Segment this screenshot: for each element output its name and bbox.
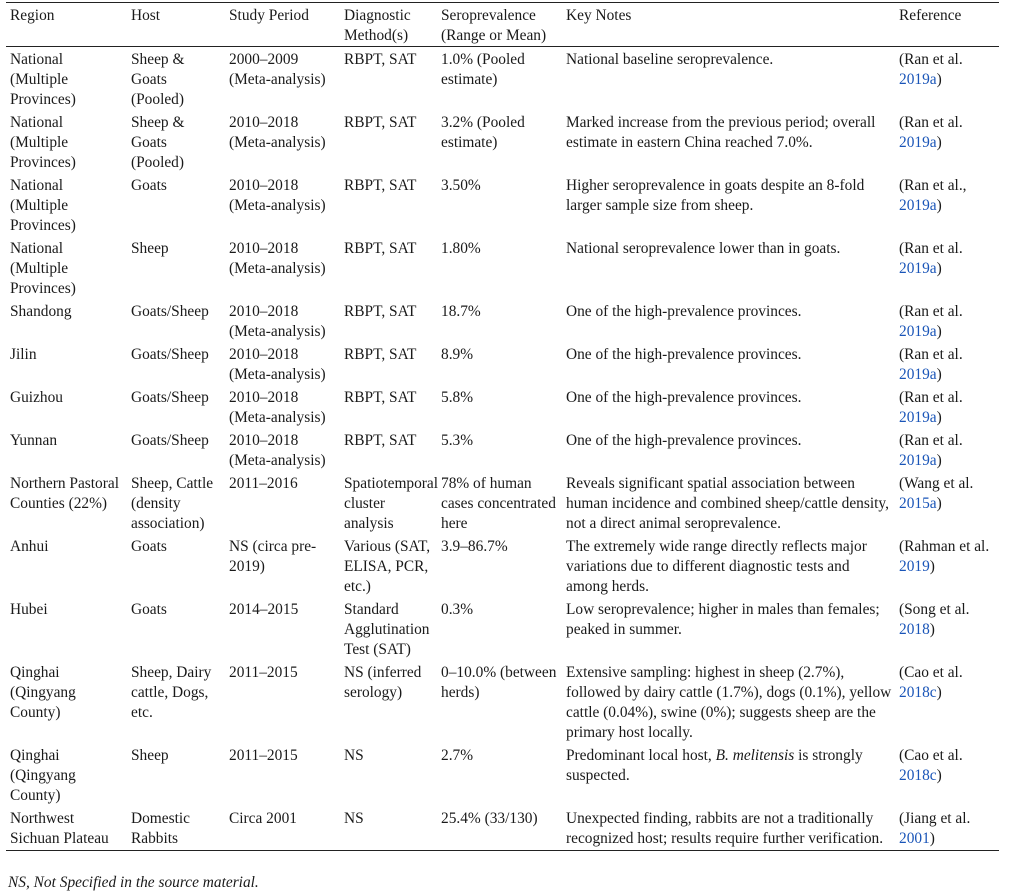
cell-reference [895,471,999,534]
cell-region: Northwest Sichuan Plateau [10,810,109,847]
key-notes-text: Predominant local host, [566,747,716,764]
table-row [6,597,999,660]
table-row [6,342,999,385]
cell-seroprevalence: 0–10.0% (between herds) [441,664,557,701]
cell-region: Northern Pastoral Counties (22%) [10,475,119,512]
reference-close-paren: ) [936,197,942,214]
cell-host: Goats/Sheep [131,303,209,320]
reference-year-link[interactable]: 2019a [899,323,937,340]
reference-authors: (Ran et al. [899,303,963,320]
cell-seroprevalence: 1.0% (Pooled estimate) [441,51,525,88]
cell-reference [895,597,999,660]
cell-key-notes: Low seroprevalence; higher in males than females; peaked in summer. [566,601,880,638]
table-row [6,299,999,342]
table-row [6,743,999,806]
cell-region: Jilin [10,346,37,363]
reference-authors: (Ran et al. [899,389,963,406]
cell-host: Goats/Sheep [131,389,209,406]
reference-year-link[interactable]: 2019a [899,452,937,469]
cell-reference [895,743,999,806]
cell-key-notes [562,743,895,806]
cell-reference [895,806,999,851]
header-study-period: Study Period [229,7,309,24]
cell-diagnostic-method: RBPT, SAT [344,346,417,363]
reference-close-paren: ) [936,366,942,383]
cell-study-period: 2011–2016 [229,475,298,492]
table-row [6,534,999,597]
reference-authors: (Cao et al. [899,747,963,764]
cell-seroprevalence: 18.7% [441,303,481,320]
cell-reference [895,428,999,471]
cell-reference [895,385,999,428]
cell-key-notes: The extremely wide range directly reflects major variations due to different diagnostic tests and among herds. [566,538,867,595]
cell-study-period: Circa 2001 [229,810,297,827]
cell-reference [895,299,999,342]
cell-reference [895,660,999,743]
cell-seroprevalence: 3.2% (Pooled estimate) [441,114,525,151]
cell-key-notes: Unexpected finding, rabbits are not a traditionally recognized host; results require further verification. [566,810,884,847]
cell-key-notes: One of the high-prevalence provinces. [566,432,802,449]
reference-authors: (Ran et al. [899,114,963,131]
cell-seroprevalence: 5.3% [441,432,474,449]
cell-diagnostic-method: RBPT, SAT [344,303,417,320]
table-body [6,47,999,851]
cell-host: Goats [131,177,167,194]
table-row [6,428,999,471]
reference-close-paren: ) [936,767,942,784]
cell-study-period: 2010–2018 (Meta-analysis) [229,432,326,469]
reference-authors: (Cao et al. [899,664,963,681]
cell-study-period: 2011–2015 [229,747,298,764]
cell-diagnostic-method: Standard Agglutination Test (SAT) [344,601,430,658]
cell-reference [895,47,999,111]
reference-year-link[interactable]: 2018 [899,621,930,638]
table-row [6,471,999,534]
reference-authors: (Jiang et al. [899,810,971,827]
reference-year-link[interactable]: 2019a [899,409,937,426]
cell-host: Goats [131,601,167,618]
reference-year-link[interactable]: 2019a [899,71,937,88]
header-row [6,3,999,47]
cell-seroprevalence: 0.3% [441,601,474,618]
cell-study-period: 2010–2018 (Meta-analysis) [229,346,326,383]
cell-seroprevalence: 25.4% (33/130) [441,810,538,827]
header-diagnostic-method: Diagnostic Method(s) [344,7,411,44]
reference-year-link[interactable]: 2001 [899,830,930,847]
reference-year-link[interactable]: 2018c [899,767,937,784]
reference-close-paren: ) [929,558,935,575]
table-row [6,806,999,851]
cell-host: Goats/Sheep [131,346,209,363]
cell-key-notes: Extensive sampling: highest in sheep (2.7%), followed by dairy cattle (1.7%), dogs (0.1%), yellow cattle (0.04%), swine (0%); suggests sheep are the primary host locally. [566,664,892,741]
cell-host: Sheep [131,747,169,764]
cell-region: Anhui [10,538,49,555]
cell-diagnostic-method: Various (SAT, ELISA, PCR, etc.) [344,538,431,595]
cell-diagnostic-method: NS [344,747,364,764]
cell-study-period: NS (circa pre-2019) [229,538,317,575]
header-host: Host [131,7,161,24]
table-header [6,3,999,47]
cell-region: Yunnan [10,432,58,449]
cell-seroprevalence: 3.50% [441,177,481,194]
reference-close-paren: ) [929,830,935,847]
cell-diagnostic-method: RBPT, SAT [344,389,417,406]
reference-authors: (Wang et al. [899,475,974,492]
cell-key-notes: National baseline seroprevalence. [566,51,774,68]
reference-year-link[interactable]: 2019 [899,558,930,575]
cell-key-notes: One of the high-prevalence provinces. [566,389,802,406]
reference-authors: (Song et al. [899,601,970,618]
cell-key-notes: One of the high-prevalence provinces. [566,303,802,320]
reference-authors: (Ran et al., [899,177,967,194]
cell-key-notes: Marked increase from the previous period; overall estimate in eastern China reached 7.0%. [566,114,876,151]
reference-close-paren: ) [936,134,942,151]
cell-host: Sheep, Dairy cattle, Dogs, etc. [131,664,212,721]
header-seroprevalence: Seroprevalence (Range or Mean) [441,7,547,44]
cell-diagnostic-method: Spatiotemporal cluster analysis [344,475,439,532]
reference-close-paren: ) [936,71,942,88]
cell-study-period: 2010–2018 (Meta-analysis) [229,177,326,214]
reference-close-paren: ) [936,684,942,701]
cell-reference [895,342,999,385]
reference-close-paren: ) [929,621,935,638]
cell-region: National (Multiple Provinces) [10,51,76,108]
cell-region: Guizhou [10,389,64,406]
cell-seroprevalence: 2.7% [441,747,474,764]
footnote-text: , Not Specified in the source material. [25,874,259,891]
cell-host: Domestic Rabbits [131,810,190,847]
cell-diagnostic-method: RBPT, SAT [344,240,417,257]
cell-region: Hubei [10,601,48,618]
cell-key-notes: Higher seroprevalence in goats despite an 8-fold larger sample size from sheep. [566,177,865,214]
cell-region: National (Multiple Provinces) [10,177,76,234]
reference-authors: (Rahman et al. [899,538,990,555]
cell-diagnostic-method: RBPT, SAT [344,177,417,194]
cell-seroprevalence: 78% of human cases concentrated here [441,475,556,532]
reference-year-link[interactable]: 2015a [899,495,937,512]
cell-host: Sheep & Goats (Pooled) [131,114,185,171]
header-region: Region [10,7,55,24]
cell-host: Goats [131,538,167,555]
cell-seroprevalence: 8.9% [441,346,474,363]
reference-authors: (Ran et al. [899,432,963,449]
table-footnote [8,874,259,892]
cell-study-period: 2010–2018 (Meta-analysis) [229,303,326,340]
cell-study-period: 2010–2018 (Meta-analysis) [229,389,326,426]
cell-study-period: 2011–2015 [229,664,298,681]
reference-authors: (Ran et al. [899,51,963,68]
cell-seroprevalence: 5.8% [441,389,474,406]
cell-region: Qinghai (Qingyang County) [10,664,76,721]
reference-authors: (Ran et al. [899,346,963,363]
cell-diagnostic-method: RBPT, SAT [344,114,417,131]
reference-close-paren: ) [936,409,942,426]
table-row [6,236,999,299]
cell-region: Shandong [10,303,72,320]
cell-seroprevalence: 1.80% [441,240,481,257]
cell-region: National (Multiple Provinces) [10,114,76,171]
header-reference: Reference [899,7,962,24]
cell-study-period: 2010–2018 (Meta-analysis) [229,240,326,277]
reference-close-paren: ) [936,260,942,277]
cell-study-period: 2014–2015 [229,601,299,618]
key-notes-text: is strongly suspected. [566,747,863,784]
cell-host: Sheep & Goats (Pooled) [131,51,185,108]
cell-key-notes: One of the high-prevalence provinces. [566,346,802,363]
table-row [6,385,999,428]
reference-year-link[interactable]: 2019a [899,260,937,277]
cell-host: Goats/Sheep [131,432,209,449]
cell-study-period: 2000–2009 (Meta-analysis) [229,51,326,88]
cell-reference [895,110,999,173]
reference-year-link[interactable]: 2019a [899,197,937,214]
cell-key-notes: Reveals significant spatial association between human incidence and combined sheep/cattle density, not a direct animal seroprevalence. [566,475,889,532]
cell-diagnostic-method: NS [344,810,364,827]
species-name: B. melitensis [715,747,795,764]
header-key-notes: Key Notes [566,7,632,24]
cell-host: Sheep, Cattle (density association) [131,475,214,532]
cell-diagnostic-method: RBPT, SAT [344,432,417,449]
cell-diagnostic-method: RBPT, SAT [344,51,417,68]
table-row [6,110,999,173]
reference-year-link[interactable]: 2018c [899,684,937,701]
cell-reference [895,173,999,236]
cell-region: Qinghai (Qingyang County) [10,747,76,804]
table-row [6,660,999,743]
reference-year-link[interactable]: 2019a [899,366,937,383]
seroprevalence-table [6,3,999,851]
cell-key-notes: National seroprevalence lower than in goats. [566,240,841,257]
cell-seroprevalence: 3.9–86.7% [441,538,508,555]
cell-study-period: 2010–2018 (Meta-analysis) [229,114,326,151]
cell-diagnostic-method: NS (inferred serology) [344,664,422,701]
reference-year-link[interactable]: 2019a [899,134,937,151]
footnote-abbreviation: NS [8,874,26,891]
reference-close-paren: ) [936,323,942,340]
table-row [6,47,999,111]
table-row [6,173,999,236]
reference-authors: (Ran et al. [899,240,963,257]
cell-host: Sheep [131,240,169,257]
cell-region: National (Multiple Provinces) [10,240,76,297]
cell-reference [895,534,999,597]
reference-close-paren: ) [936,495,942,512]
cell-reference [895,236,999,299]
reference-close-paren: ) [936,452,942,469]
